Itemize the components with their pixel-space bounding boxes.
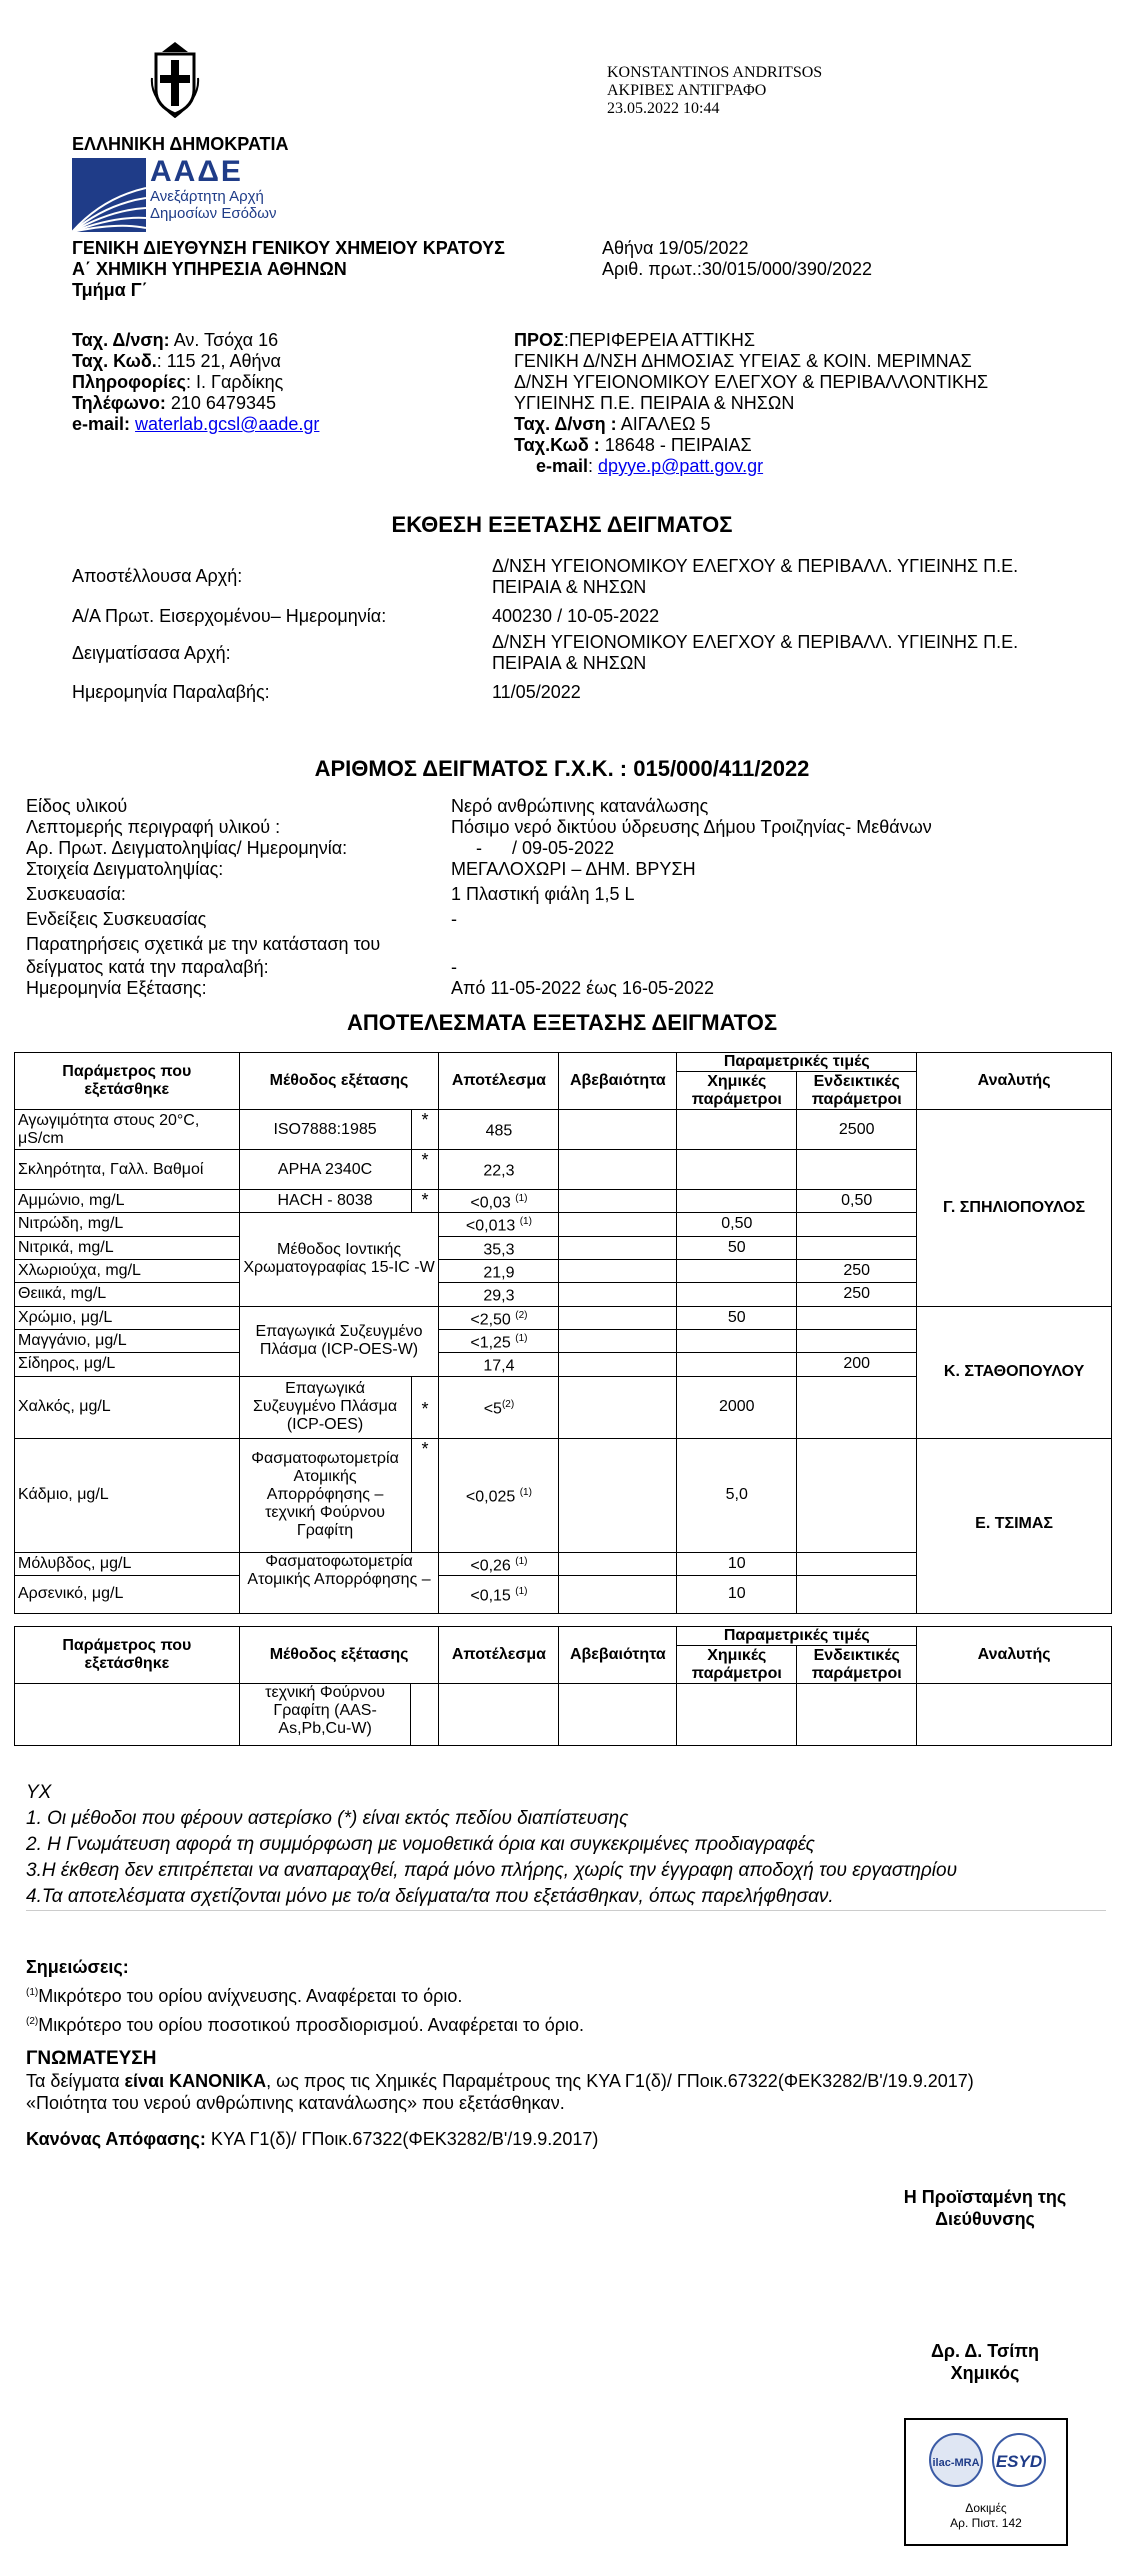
result-cell (439, 1329, 559, 1352)
sample-label: Λεπτομερής περιγραφή υλικού : (26, 817, 281, 837)
uncertainty-cell (559, 1110, 677, 1150)
remark-2-marker: (2) (26, 2016, 39, 2027)
star-cell: * (411, 1110, 439, 1150)
sender-phone-label: Τηλέφωνο: (72, 393, 166, 413)
date-protocol-block (602, 238, 872, 280)
result-cell (439, 1283, 559, 1306)
result-cell (439, 1110, 559, 1150)
result-value: 35,3 (483, 1240, 515, 1258)
col-method: Μέθοδος εξέτασης (239, 1627, 439, 1684)
ind-cell: 200 (797, 1353, 917, 1376)
method-cell: Μέθοδος Ιοντικής Χρωματογραφίας 15-IC -W (239, 1213, 439, 1306)
opinion-text-1: Τα δείγματα (26, 2071, 125, 2091)
aade-logo-text (150, 156, 276, 222)
opinion-label: ΓΝΩΜΑΤΕΥΣΗ (26, 2048, 157, 2069)
ind-cell (797, 1438, 917, 1552)
department-line-2: Α΄ ΧΗΜΙΚΗ ΥΠΗΡΕΣΙΑ ΑΘΗΝΩΝ (72, 259, 347, 279)
sample-value: Νερό ανθρώπινης κατανάλωσης (451, 796, 709, 816)
yx-note-4: 4.Τα αποτελέσματα σχετίζονται μόνο με το/α δείγματα/τα που εξετάσθηκαν, όπως παρελήφθησαν. (26, 1886, 834, 1907)
sending-authority-line-2: ΠΕΙΡΑΙΑ & ΝΗΣΩΝ (492, 577, 647, 597)
recipient-zip-label: Ταχ.Κωδ : (514, 435, 600, 455)
remark-1-marker: (1) (26, 1987, 39, 1998)
sender-zip: : 115 21, Αθήνα (156, 351, 281, 371)
col-indicative: Ενδεικτικές παράμετροι (797, 1072, 917, 1110)
result-cell (439, 1684, 559, 1746)
sending-authority-line-1: Δ/ΝΣΗ ΥΓΕΙΟΝΟΜΙΚΟΥ ΕΛΕΓΧΟΥ & ΠΕΡΙΒΑΛΛ. ΥΓΙΕΙΝΗΣ Π.Ε. (492, 556, 1019, 576)
sample-label: Στοιχεία Δειγματοληψίας: (26, 859, 224, 879)
sample-value: ΜΕΓΑΛΟΧΩΡΙ – ΔΗΜ. ΒΡΥΣΗ (451, 859, 696, 879)
opinion-text-3: «Ποιότητα του νερού ανθρώπινης κατανάλωσης» που εξετάσθηκαν. (26, 2093, 565, 2113)
ind-cell (797, 1150, 917, 1190)
sampling-authority-label: Δειγματίσασα Αρχή: (72, 643, 231, 663)
uncertainty-cell (559, 1376, 677, 1438)
sender-email-link[interactable]: waterlab.gcsl@aade.gr (135, 414, 320, 434)
protocol-number: Αριθ. πρωτ.:30/015/000/390/2022 (602, 259, 872, 279)
param-cell: Αρσενικό, μg/L (15, 1575, 240, 1613)
recipient-line-1: :ΠΕΡΙΦΕΡΕΙΑ ΑΤΤΙΚΗΣ (563, 330, 756, 350)
sample-value: - (451, 957, 457, 977)
chem-cell (677, 1283, 797, 1306)
recipient-zip: 18648 - ΠΕΙΡΑΙΑΣ (599, 435, 752, 455)
method-cell: Φασματοφωτομετρία Ατομικής Απορρόφησης – τεχνική Φούρνου Γραφίτη (239, 1438, 411, 1552)
param-cell: Αμμώνιο, mg/L (15, 1190, 240, 1213)
result-value: <0,15 (470, 1587, 516, 1605)
yx-note-3: 3.Η έκθεση δεν επιτρέπεται να αναπαραχθεί, παρά μόνο πλήρης, χωρίς την έγγραφη αποδοχή του εργαστηρίου (26, 1860, 958, 1881)
uncertainty-cell (559, 1213, 677, 1236)
result-cell (439, 1306, 559, 1329)
sample-label: δείγματος κατά την παραλαβή: (26, 957, 269, 977)
col-parameter: Παράμετρος που εξετάσθηκε (15, 1053, 240, 1110)
recipient-line-3: Δ/ΝΣΗ ΥΓΕΙΟΝΟΜΙΚΟΥ ΕΛΕΓΧΟΥ & ΠΕΡΙΒΑΛΛΟΝΤΙΚΗΣ (514, 372, 989, 392)
sample-value: Από 11-05-2022 έως 16-05-2022 (451, 978, 715, 998)
col-indicative: Ενδεικτικές παράμετροι (797, 1646, 917, 1684)
star-cell: * (411, 1150, 439, 1190)
result-note: (1) (515, 1193, 528, 1204)
sample-label: Παρατηρήσεις σχετικά με την κατάσταση του (26, 934, 381, 954)
result-cell (439, 1438, 559, 1552)
col-uncertainty: Αβεβαιότητα (559, 1627, 677, 1684)
sample-value: - (451, 909, 457, 929)
recipient-email-link[interactable]: dpyye.p@patt.gov.gr (598, 456, 764, 476)
sender-block (72, 330, 319, 435)
sample-details (26, 796, 932, 999)
param-cell (15, 1684, 240, 1746)
department-line-1: ΓΕΝΙΚΗ ΔΙΕΥΘΥΝΣΗ ΓΕΝΙΚΟΥ ΧΗΜΕΙΟΥ ΚΡΑΤΟΥΣ (72, 238, 505, 258)
recipient-email-label: e-mail (536, 456, 589, 476)
param-cell: Μόλυβδος, μg/L (15, 1552, 240, 1575)
result-note: (1) (519, 1216, 532, 1228)
method-cell: τεχνική Φούρνου Γραφίτη (AAS-As,Pb,Cu-W) (239, 1684, 411, 1746)
table-row (15, 1438, 1112, 1552)
recipient-line-2: ΓΕΝΙΚΗ Δ/ΝΣΗ ΔΗΜΟΣΙΑΣ ΥΓΕΙΑΣ & ΚΟΙΝ. ΜΕΡΙΜΝΑΣ (514, 351, 972, 371)
result-cell (439, 1190, 559, 1213)
department-block (72, 238, 505, 301)
ind-cell (797, 1684, 917, 1746)
chem-cell (677, 1150, 797, 1190)
sender-phone: 210 6479345 (165, 393, 276, 413)
certified-name: KONSTANTINOS ANDRITSOS (607, 64, 823, 81)
col-parametric-values: Παραμετρικές τιμές (677, 1627, 917, 1646)
recipient-line-4: ΥΓΙΕΙΝΗΣ Π.Ε. ΠΕΙΡΑΙΑ & ΝΗΣΩΝ (514, 393, 795, 413)
decision-rule: ΚΥΑ Γ1(δ)/ ΓΠοικ.67322(ΦΕΚ3282/Β'/19.9.2017) (205, 2129, 599, 2149)
col-analyst: Αναλυτής (917, 1627, 1112, 1684)
sending-authority (492, 556, 1018, 598)
result-note: (1) (515, 1586, 528, 1598)
remarks (26, 1954, 584, 2038)
analyst-cell: Ε. ΤΣΙΜΑΣ (917, 1438, 1112, 1613)
result-note: (1) (519, 1486, 532, 1498)
signatory-name: Δρ. Δ. Τσίπη (930, 2341, 1040, 2361)
analyst-cell: Γ. ΣΠΗΛΙΟΠΟΥΛΟΣ (917, 1110, 1112, 1307)
param-cell: Κάδμιο, μg/L (15, 1438, 240, 1552)
result-cell (439, 1353, 559, 1376)
uncertainty-cell (559, 1552, 677, 1575)
result-value: <0,03 (470, 1194, 516, 1212)
col-chemical: Χημικές παράμετροι (677, 1646, 797, 1684)
result-value: <0,26 (470, 1556, 516, 1574)
result-cell (439, 1150, 559, 1190)
esyd-logo-text: ESYD (995, 2452, 1043, 2471)
uncertainty-cell (559, 1190, 677, 1213)
col-result: Αποτέλεσμα (439, 1627, 559, 1684)
table-row (15, 1684, 1112, 1746)
ind-cell: 2500 (797, 1110, 917, 1150)
sample-value: Πόσιμο νερό δικτύου ύδρευσης Δήμου Τροιζηνίας- Μεθάνων (451, 817, 932, 837)
sender-info-label: Πληροφορίες (72, 372, 187, 392)
recipient-to-label: ΠΡΟΣ (514, 330, 564, 350)
star-cell: * (411, 1376, 439, 1438)
method-cell: APHA 2340C (239, 1150, 411, 1190)
result-value: 17,4 (483, 1357, 515, 1375)
col-chemical: Χημικές παράμετροι (677, 1072, 797, 1110)
chem-cell: 50 (677, 1236, 797, 1259)
result-value: <0,013 (465, 1217, 520, 1235)
results-title: ΑΠΟΤΕΛΕΣΜΑΤΑ ΕΞΕΤΑΣΗΣ ΔΕΙΓΜΑΤΟΣ (346, 1010, 778, 1035)
received-date: 11/05/2022 (492, 682, 581, 702)
incoming-label: Α/Α Πρωτ. Εισερχομένου– Ημερομηνία: (72, 606, 387, 626)
chem-cell: 10 (677, 1575, 797, 1613)
ind-cell: 250 (797, 1283, 917, 1306)
opinion-text-2: , ως προς τις Χημικές Παραμέτρους της ΚΥΑ Γ1(δ)/ ΓΠοικ.67322(ΦΕΚ3282/Β'/19.9.2017) (266, 2071, 974, 2091)
uncertainty-cell (559, 1684, 677, 1746)
chem-cell (677, 1110, 797, 1150)
result-value: <5 (483, 1400, 502, 1418)
received-date-label: Ημερομηνία Παραλαβής: (72, 682, 270, 702)
ind-cell (797, 1552, 917, 1575)
sender-zip-label: Ταχ. Κωδ. (72, 351, 157, 371)
recipient-block: ΠΡΟΣ:ΠΕΡΙΦΕΡΕΙΑ ΑΤΤΙΚΗΣ ΓΕΝΙΚΗ Δ/ΝΣΗ ΔΗΜΟΣΙΑΣ ΥΓΕΙΑΣ & ΚΟΙΝ. ΜΕΡΙΜΝΑΣ Δ/ΝΣΗ ΥΓΕΙΟΝΟΜΙΚΟΥ ΕΛΕΓΧΟΥ & ΠΕΡΙΒΑΛΛΟΝΤΙΚΗΣ ΥΓΙΕΙΝΗΣ Π.Ε. ΠΕΙΡΑΙΑ & ΝΗΣΩΝ Ταχ. Δ/νση : ΑΙΓΑΛΕΩ 5 Ταχ.Κωδ : 18648 - ΠΕΙΡΑΙΑΣ e-mail: dpyye.p@patt.gov.gr (514, 330, 989, 476)
col-method: Μέθοδος εξέτασης (239, 1053, 439, 1110)
chem-cell: 2000 (677, 1376, 797, 1438)
sender-info: : Ι. Γαρδίκης (186, 372, 284, 392)
certified-note: ΑΚΡΙΒΕΣ ΑΝΤΙΓΡΑΦΟ (607, 82, 767, 99)
sample-label: Αρ. Πρωτ. Δειγματοληψίας/ Ημερομηνία: (26, 838, 348, 858)
ind-cell (797, 1329, 917, 1352)
star-cell (411, 1684, 439, 1746)
method-cell: Επαγωγικά Συζευγμένο Πλάσμα (ICP-OES-W) (239, 1306, 439, 1376)
ind-cell (797, 1575, 917, 1613)
param-cell: Χρώμιο, μg/L (15, 1306, 240, 1329)
sampling-authority-line-1: Δ/ΝΣΗ ΥΓΕΙΟΝΟΜΙΚΟΥ ΕΛΕΓΧΟΥ & ΠΕΡΙΒΑΛΛ. ΥΓΙΕΙΝΗΣ Π.Ε. (492, 632, 1019, 652)
uncertainty-cell (559, 1236, 677, 1259)
signatory-title-2: Διεύθυνσης (935, 2209, 1035, 2229)
uncertainty-cell (559, 1329, 677, 1352)
recipient-address-label: Ταχ. Δ/νση : (514, 414, 617, 434)
result-cell (439, 1552, 559, 1575)
certified-copy-stamp (607, 64, 822, 118)
result-value: <0,025 (465, 1488, 520, 1506)
result-value: 485 (485, 1122, 513, 1140)
sender-address: Αν. Τσόχα 16 (169, 330, 279, 350)
certified-datetime: 23.05.2022 10:44 (607, 100, 720, 117)
results-table-continued (14, 1626, 1112, 1746)
uncertainty-cell (559, 1306, 677, 1329)
result-note: (2) (515, 1309, 528, 1321)
col-parametric-values: Παραμετρικές τιμές (677, 1053, 917, 1072)
param-cell: Μαγγάνιο, μg/L (15, 1329, 240, 1352)
signatory-title (880, 2186, 1090, 2230)
remark-2: Μικρότερο του ορίου ποσοτικού προσδιορισμού. Αναφέρεται το όριο. (38, 2015, 585, 2035)
aade-title: ΑΑΔΕ (150, 155, 243, 188)
uncertainty-cell (559, 1353, 677, 1376)
yx-note-2: 2. Η Γνωμάτευση αφορά τη συμμόρφωση με νομοθετικά όρια και συγκεκριμένες προδιαγραφές (26, 1834, 815, 1855)
sender-email-label: e-mail: (72, 414, 131, 434)
results-table (14, 1052, 1112, 1614)
analyst-cell (917, 1684, 1112, 1746)
sender-address-label: Ταχ. Δ/νση: (72, 330, 170, 350)
uncertainty-cell (559, 1575, 677, 1613)
sample-label: Συσκευασία: (26, 884, 126, 904)
ilac-logo-text: ilac-MRA (932, 2457, 980, 2469)
sample-label: Είδος υλικού (26, 796, 128, 816)
col-parameter: Παράμετρος που εξετάσθηκε (15, 1627, 240, 1684)
chem-cell (677, 1684, 797, 1746)
chem-cell: 5,0 (677, 1438, 797, 1552)
chem-cell (677, 1329, 797, 1352)
signatory-role: Χημικός (950, 2363, 1020, 2383)
greek-crest-icon (148, 38, 202, 118)
star-cell: * (411, 1438, 439, 1552)
uncertainty-cell (559, 1438, 677, 1552)
chem-cell: 50 (677, 1306, 797, 1329)
sampling-authority-line-2: ΠΕΙΡΑΙΑ & ΝΗΣΩΝ (492, 653, 647, 673)
result-cell (439, 1236, 559, 1259)
method-cell: Επαγωγικά Συζευγμένο Πλάσμα (ICP-OES) (239, 1376, 411, 1438)
yx-label: ΥΧ (26, 1782, 52, 1803)
sample-label: Ημερομηνία Εξέτασης: (26, 978, 207, 998)
method-cell: Φασματοφωτομετρία Ατομικής Απορρόφησης – (239, 1552, 439, 1613)
result-cell (439, 1213, 559, 1236)
result-note: (1) (515, 1332, 528, 1344)
table-row (15, 1110, 1112, 1150)
remark-1: Μικρότερο του ορίου ανίχνευσης. Αναφέρεται το όριο. (38, 1986, 463, 2006)
accreditation-number: Αρ. Πιστ. 142 (950, 2516, 1022, 2530)
result-cell (439, 1259, 559, 1282)
recipient-address: ΑΙΓΑΛΕΩ 5 (616, 414, 711, 434)
signatory-title-1: Η Προϊσταμένη της (903, 2187, 1067, 2207)
opinion-verdict: είναι ΚΑΝΟΝΙΚΑ (124, 2071, 267, 2091)
param-cell: Σκληρότητα, Γαλλ. Βαθμοί (15, 1150, 240, 1190)
divider (26, 1910, 1106, 1911)
param-cell: Νιτρώδη, mg/L (15, 1213, 240, 1236)
result-cell (439, 1575, 559, 1613)
param-cell: Χαλκός, μg/L (15, 1376, 240, 1438)
param-cell: Αγωγιμότητα στους 20°C, μS/cm (15, 1110, 240, 1150)
result-value: <2,50 (470, 1310, 516, 1328)
chem-cell: 0,50 (677, 1213, 797, 1236)
method-cell: HACH - 8038 (239, 1190, 411, 1213)
result-value: 29,3 (483, 1287, 515, 1305)
col-result: Αποτέλεσμα (439, 1053, 559, 1110)
col-analyst: Αναλυτής (917, 1053, 1112, 1110)
sample-value: - / 09-05-2022 (451, 838, 615, 858)
sending-authority-label: Αποστέλλουσα Αρχή: (72, 566, 243, 586)
sample-value: 1 Πλαστική φιάλη 1,5 L (451, 884, 635, 904)
ind-cell (797, 1376, 917, 1438)
accreditation-type: Δοκιμές (965, 2501, 1007, 2515)
incoming-value: 400230 / 10-05-2022 (492, 606, 660, 626)
result-value: 22,3 (483, 1162, 515, 1180)
aade-logo-icon (72, 158, 146, 232)
remarks-label: Σημειώσεις: (26, 1957, 129, 1977)
result-value: <1,25 (470, 1334, 516, 1352)
sampling-authority (492, 632, 1018, 674)
param-cell: Θειικά, mg/L (15, 1283, 240, 1306)
col-uncertainty: Αβεβαιότητα (559, 1053, 677, 1110)
chem-cell: 10 (677, 1552, 797, 1575)
sample-number-title: ΑΡΙΘΜΟΣ ΔΕΙΓΜΑΤΟΣ Γ.Χ.Κ. : 015/000/411/2022 (314, 756, 810, 781)
method-cell: ISO7888:1985 (239, 1110, 411, 1150)
report-title: ΕΚΘΕΣΗ ΕΞΕΤΑΣΗΣ ΔΕΙΓΜΑΤΟΣ (391, 512, 733, 537)
opinion (26, 2048, 974, 2150)
decision-rule-label: Κανόνας Απόφασης: (26, 2129, 206, 2149)
accreditation-logos-icon (911, 2426, 1061, 2496)
analyst-cell: Κ. ΣΤΑΘΟΠΟΥΛΟΥ (917, 1306, 1112, 1438)
star-cell: * (411, 1190, 439, 1213)
chem-cell (677, 1190, 797, 1213)
ind-cell: 250 (797, 1259, 917, 1282)
ind-cell (797, 1213, 917, 1236)
result-note: (2) (501, 1398, 515, 1410)
aade-subtitle-2: Δημοσίων Εσόδων (150, 205, 277, 222)
uncertainty-cell (559, 1283, 677, 1306)
ind-cell: 0,50 (797, 1190, 917, 1213)
table-row (15, 1306, 1112, 1329)
ind-cell (797, 1306, 917, 1329)
param-cell: Σίδηρος, μg/L (15, 1353, 240, 1376)
accreditation-box (904, 2418, 1068, 2546)
ind-cell (797, 1236, 917, 1259)
yx-notes (26, 1780, 957, 1910)
sample-label: Ενδείξεις Συσκευασίας (26, 909, 207, 929)
aade-subtitle-1: Ανεξάρτητη Αρχή (150, 188, 264, 205)
signatory (900, 2340, 1070, 2384)
result-cell (439, 1376, 559, 1438)
republic-label: ΕΛΛΗΝΙΚΗ ΔΗΜΟΚΡΑΤΙΑ (72, 134, 289, 154)
param-cell: Χλωριούχα, mg/L (15, 1259, 240, 1282)
department-line-3: Τμήμα Γ΄ (72, 280, 148, 300)
chem-cell (677, 1353, 797, 1376)
report-date: Αθήνα 19/05/2022 (602, 238, 749, 258)
result-note: (1) (515, 1555, 528, 1567)
uncertainty-cell (559, 1259, 677, 1282)
chem-cell (677, 1259, 797, 1282)
result-value: 21,9 (483, 1264, 515, 1282)
param-cell: Νιτρικά, mg/L (15, 1236, 240, 1259)
yx-note-1: 1. Οι μέθοδοι που φέρουν αστερίσκο (*) είναι εκτός πεδίου διαπίστευσης (26, 1808, 629, 1829)
uncertainty-cell (559, 1150, 677, 1190)
